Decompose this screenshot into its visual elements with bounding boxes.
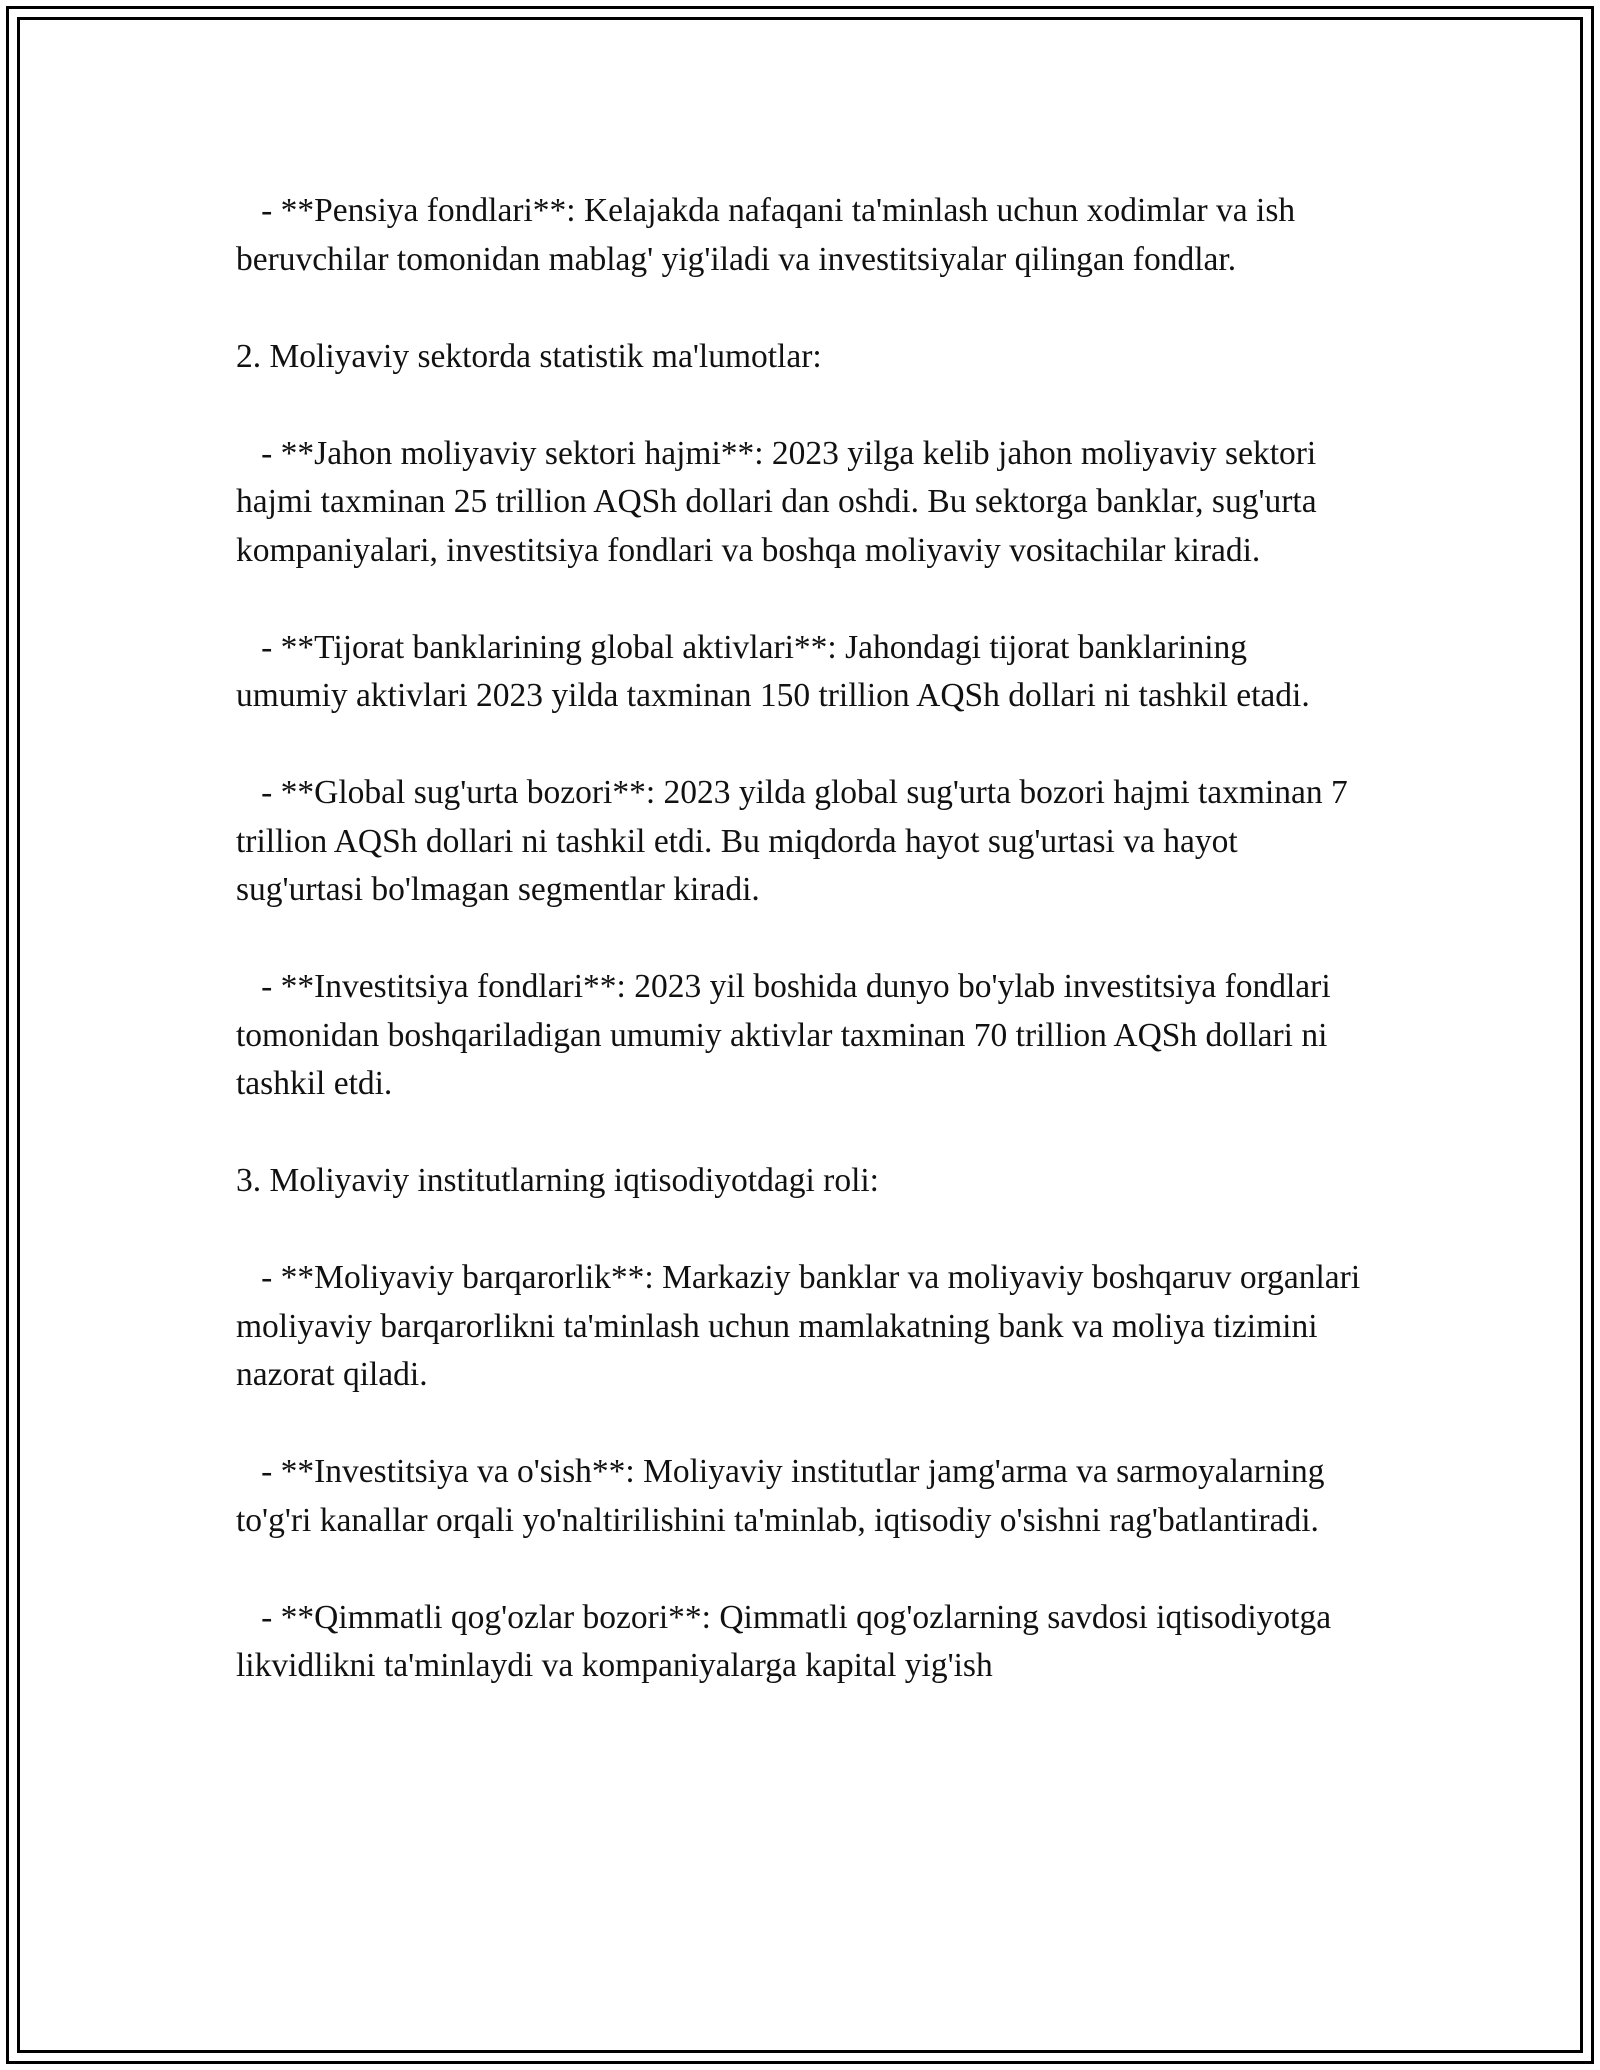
paragraph-investment-growth: - **Investitsiya va o'sish**: Moliyaviy institutlar jamg'arma va sarmoyalarning to'g'ri kanallar orqali yo'naltirilishini ta'minlab, iqtisodiy o'sishni rag'batlantiradi.	[236, 1453, 1333, 1539]
paragraph-pension-funds: - **Pensiya fondlari**: Kelajakda nafaqani ta'minlash uchun xodimlar va ish beruvchilar tomonidan mablag' yig'iladi va investitsiyalar qilingan fondlar.	[236, 192, 1304, 278]
section-heading-statistics: 2. Moliyaviy sektorda statistik ma'lumotlar:	[236, 337, 822, 375]
paragraph-commercial-bank-assets: - **Tijorat banklarining global aktivlari**: Jahondagi tijorat banklarining umumiy aktivlari 2023 yilda taxminan 150 trillion AQSh dollari ni tashkil etadi.	[236, 628, 1310, 714]
paragraph-global-financial-sector: - **Jahon moliyaviy sektori hajmi**: 2023 yilga kelib jahon moliyaviy sektori hajmi taxminan 25 trillion AQSh dollari dan oshdi. Bu sektorga banklar, sug'urta kompaniyalari, investitsiya fondlari va boshqa moliyaviy vositachilar kiradi.	[236, 434, 1325, 569]
document-body	[236, 187, 1369, 1691]
paragraph-financial-stability: - **Moliyaviy barqarorlik**: Markaziy banklar va moliyaviy boshqaruv organlari moliyaviy barqarorlikni ta'minlash uchun mamlakatning bank va moliya tizimini nazorat qiladi.	[236, 1259, 1369, 1393]
paragraph-global-insurance-market: - **Global sug'urta bozori**: 2023 yilda global sug'urta bozori hajmi taxminan 7 trillion AQSh dollari ni tashkil etdi. Bu miqdorda hayot sug'urtasi va hayot sug'urtasi bo'lmagan segmentlar kiradi.	[236, 774, 1357, 908]
section-heading-economic-role: 3. Moliyaviy institutlarning iqtisodiyotdagi roli:	[236, 1162, 879, 1199]
paragraph-securities-market: - **Qimmatli qog'ozlar bozori**: Qimmatli qog'ozlarning savdosi iqtisodiyotga likvidlikni ta'minlaydi va kompaniyalarga kapital yig'ish	[236, 1598, 1340, 1684]
paragraph-investment-funds: - **Investitsiya fondlari**: 2023 yil boshida dunyo bo'ylab investitsiya fondlari tomonidan boshqariladigan umumiy aktivlar taxminan 70 trillion AQSh dollari ni tashkil etdi.	[236, 968, 1340, 1102]
